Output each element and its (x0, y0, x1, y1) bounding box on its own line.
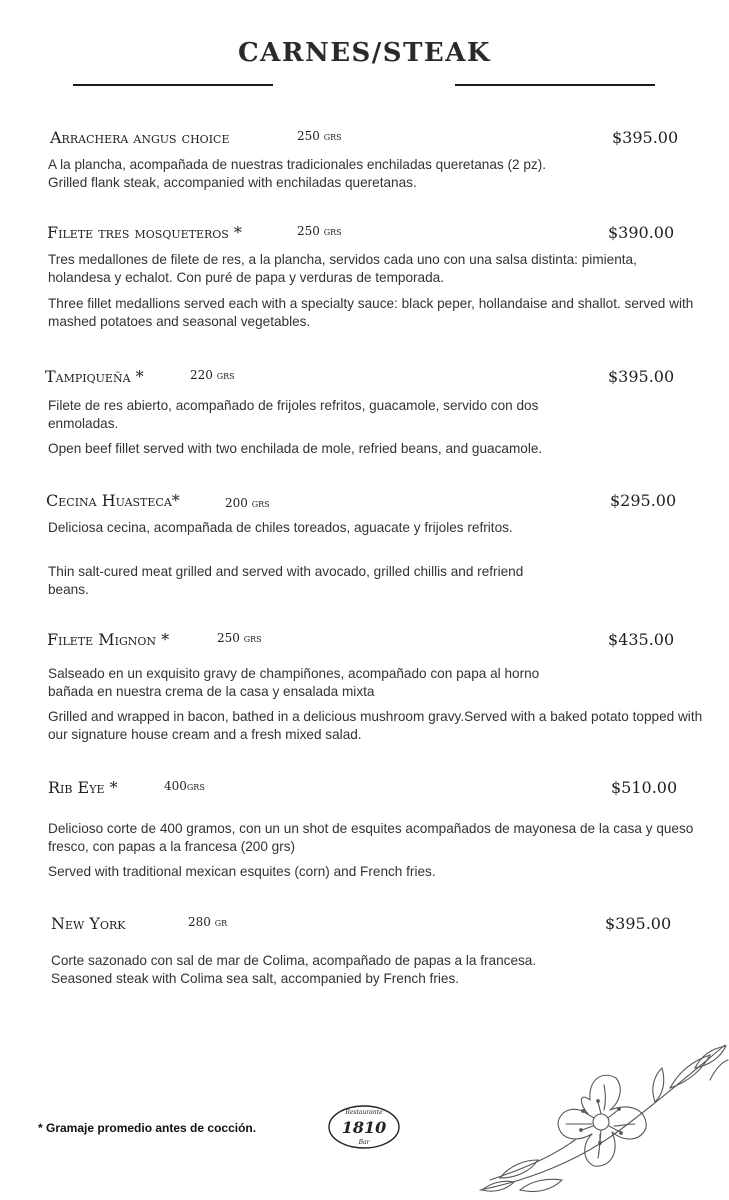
item-price: $295.00 (610, 491, 677, 510)
item-name: Filete tres mosqueteros * (47, 223, 242, 242)
item-price: $395.00 (605, 914, 672, 933)
restaurant-logo (327, 1104, 401, 1150)
title-rule-left (73, 84, 273, 86)
item-name: Tampiqueña * (45, 367, 144, 386)
item-weight: 400grs (164, 779, 205, 793)
item-weight: 250 grs (297, 129, 342, 143)
logo-bottom-text: Bar (358, 1139, 370, 1146)
item-price: $510.00 (611, 778, 678, 797)
title-rule-right (455, 84, 655, 86)
item-description-es: Deliciosa cecina, acompañada de chiles toreados, aguacate y frijoles refritos. (48, 520, 513, 535)
item-price: $395.00 (608, 367, 675, 386)
item-weight: 250 grs (217, 631, 262, 645)
item-price: $395.00 (612, 128, 679, 147)
item-weight: 220 grs (190, 368, 235, 382)
item-name: Cecina Huasteca* (46, 491, 180, 510)
item-name: Filete Mignon * (47, 630, 170, 649)
item-price: $435.00 (608, 630, 675, 649)
item-description-en: Open beef fillet served with two enchilada de mole, refried beans, and guacamole. (48, 441, 543, 456)
item-description-en: Seasoned steak with Colima sea salt, accompanied by French fries. (51, 971, 460, 986)
item-weight: 250 grs (297, 224, 342, 238)
item-description-es: Salseado en un exquisito gravy de champiñones, acompañado con papa al horno bañada en nuestra crema de la casa y ensalada mixta (48, 666, 540, 699)
item-description-es: A la plancha, acompañada de nuestras tradicionales enchiladas queretanas (2 pz). (48, 157, 547, 172)
item-description-es: Filete de res abierto, acompañado de frijoles refritos, guacamole, servido con dos enmoladas. (48, 398, 539, 431)
item-description-en: Grilled flank steak, accompanied with enchiladas queretanas. (48, 175, 417, 190)
weight-footnote: * Gramaje promedio antes de cocción. (38, 1121, 257, 1135)
logo-top-text: Restaurante (345, 1109, 383, 1116)
item-name: Rib Eye * (48, 778, 118, 797)
item-description-es: Tres medallones de filete de res, a la plancha, servidos cada uno con una salsa distinta: pimienta, holandesa y echalot. Con puré de papa y verduras de temporada. (48, 252, 637, 285)
flower-illustration-icon (470, 1040, 729, 1200)
item-weight: 280 gr (188, 915, 228, 929)
logo-number: 1810 (341, 1118, 387, 1137)
item-description-es: Corte sazonado con sal de mar de Colima, acompañado de papas a la francesa. (51, 953, 537, 968)
item-description-en: Served with traditional mexican esquites (corn) and French fries. (48, 864, 436, 879)
item-description-es: Delicioso corte de 400 gramos, con un un shot de esquites acompañados de mayonesa de la casa y queso fresco, con papas a la francesa (200 grs) (48, 821, 694, 854)
item-weight: 200 grs (225, 496, 270, 510)
item-name: Arrachera angus choice (50, 128, 230, 147)
item-description-en: Thin salt-cured meat grilled and served with avocado, grilled chillis and refriend beans. (48, 564, 524, 597)
item-description-en: Three fillet medallions served each with a specialty sauce: black peper, hollandaise and shallot. served with mashed potatoes and seasonal vegetables. (48, 296, 694, 329)
page-title: CARNES/STEAK (237, 38, 492, 68)
item-name: New York (51, 914, 126, 933)
item-description-en: Grilled and wrapped in bacon, bathed in a delicious mushroom gravy.Served with a baked potato topped with our signature house cream and a fresh mixed salad. (48, 709, 703, 742)
item-price: $390.00 (608, 223, 675, 242)
